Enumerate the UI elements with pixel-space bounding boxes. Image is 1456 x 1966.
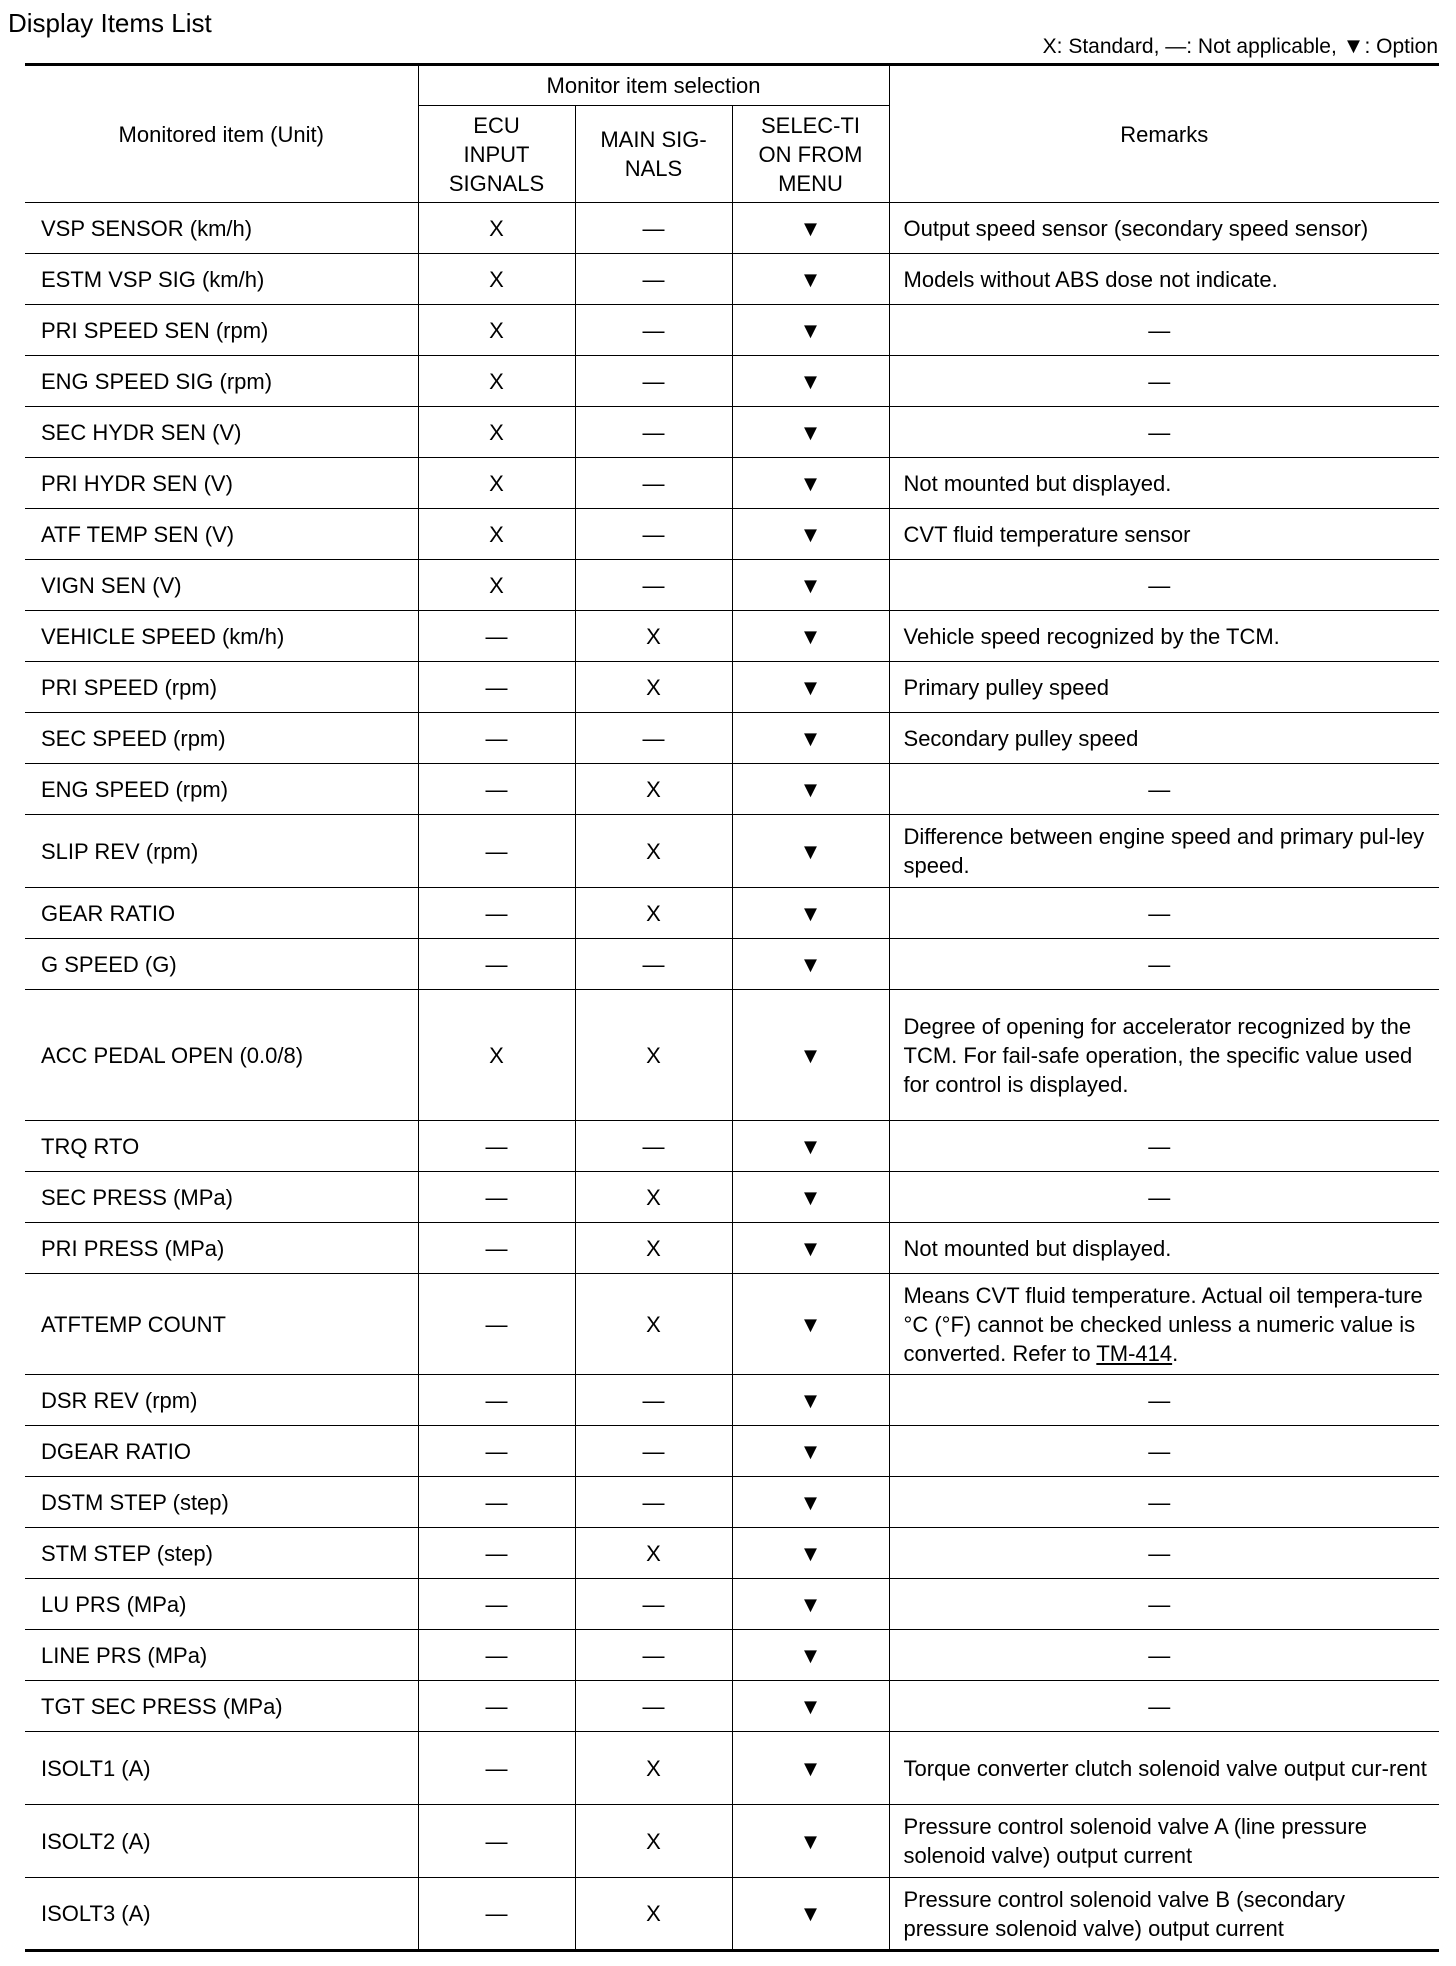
option-triangle-icon: ▼ — [732, 1172, 889, 1223]
option-triangle-icon: ▼ — [732, 1477, 889, 1528]
main-signals-cell: — — [575, 254, 732, 305]
header-selection-from-menu — [732, 106, 889, 203]
remarks-cell: — — [889, 1579, 1439, 1630]
remarks-cell: Vehicle speed recognized by the TCM. — [889, 611, 1439, 662]
table-row — [25, 1375, 1439, 1426]
option-triangle-icon: ▼ — [732, 1121, 889, 1172]
main-signals-cell: — — [575, 1630, 732, 1681]
remarks-cell: Not mounted but displayed. — [889, 1223, 1439, 1274]
option-triangle-icon: ▼ — [732, 1375, 889, 1426]
remarks-cell: Models without ABS dose not indicate. — [889, 254, 1439, 305]
ecu-input-cell: — — [418, 1426, 575, 1477]
option-triangle-icon: ▼ — [732, 254, 889, 305]
option-triangle-icon: ▼ — [732, 1805, 889, 1878]
table-row — [25, 815, 1439, 888]
table-row — [25, 1630, 1439, 1681]
monitored-item-cell: SEC SPEED (rpm) — [25, 713, 418, 764]
option-triangle-icon: ▼ — [732, 611, 889, 662]
option-triangle-icon: ▼ — [732, 1732, 889, 1805]
monitored-item-cell: ENG SPEED (rpm) — [25, 764, 418, 815]
table-row — [25, 1681, 1439, 1732]
header-remarks: Remarks — [889, 65, 1439, 203]
header-monitor-selection: Monitor item selection — [418, 65, 889, 106]
table-row — [25, 1274, 1439, 1375]
main-signals-cell: — — [575, 713, 732, 764]
header-menu-label: SELEC-TION FROM MENU — [758, 112, 863, 196]
remarks-cell: Output speed sensor (secondary speed sensor) — [889, 203, 1439, 254]
ecu-input-cell: — — [418, 662, 575, 713]
remarks-cell: — — [889, 1477, 1439, 1528]
ecu-input-cell: X — [418, 305, 575, 356]
ecu-input-cell: X — [418, 407, 575, 458]
ecu-input-cell: — — [418, 939, 575, 990]
monitored-item-cell: STM STEP (step) — [25, 1528, 418, 1579]
legend-not-applicable: —: Not applicable, — [1165, 35, 1343, 58]
option-triangle-icon: ▼ — [732, 1579, 889, 1630]
monitored-item-cell: ISOLT2 (A) — [25, 1805, 418, 1878]
header-main-label: MAIN SIG-NALS — [600, 127, 707, 181]
option-triangle-icon: ▼ — [732, 1630, 889, 1681]
monitored-item-cell: SLIP REV (rpm) — [25, 815, 418, 888]
ecu-input-cell: — — [418, 1477, 575, 1528]
table-row — [25, 990, 1439, 1121]
monitored-item-cell: GEAR RATIO — [25, 888, 418, 939]
main-signals-cell: X — [575, 888, 732, 939]
table-row — [25, 1528, 1439, 1579]
main-signals-cell: — — [575, 509, 732, 560]
main-signals-cell: — — [575, 1375, 732, 1426]
main-signals-cell: — — [575, 407, 732, 458]
remarks-cell: — — [889, 1375, 1439, 1426]
main-signals-cell: — — [575, 1121, 732, 1172]
ecu-input-cell: — — [418, 1172, 575, 1223]
table-row — [25, 1223, 1439, 1274]
option-triangle-icon: ▼ — [732, 888, 889, 939]
remarks-cell: Torque converter clutch solenoid valve output cur-rent — [889, 1732, 1439, 1805]
option-triangle-icon: ▼ — [732, 713, 889, 764]
table-row — [25, 407, 1439, 458]
monitored-item-cell: VEHICLE SPEED (km/h) — [25, 611, 418, 662]
table-row — [25, 1477, 1439, 1528]
remarks-cell: — — [889, 356, 1439, 407]
table-row — [25, 509, 1439, 560]
monitored-item-cell: PRI HYDR SEN (V) — [25, 458, 418, 509]
monitored-item-cell: LINE PRS (MPa) — [25, 1630, 418, 1681]
ecu-input-cell: X — [418, 356, 575, 407]
ecu-input-cell: — — [418, 764, 575, 815]
legend — [1043, 34, 1438, 59]
ecu-input-cell: — — [418, 1274, 575, 1375]
ecu-input-cell: — — [418, 1579, 575, 1630]
option-triangle-icon: ▼ — [732, 1223, 889, 1274]
ecu-input-cell: — — [418, 1681, 575, 1732]
remarks-cell: — — [889, 1630, 1439, 1681]
monitored-item-cell: DGEAR RATIO — [25, 1426, 418, 1477]
ecu-input-cell: — — [418, 1732, 575, 1805]
remarks-cell: Degree of opening for accelerator recognized by the TCM. For fail-safe operation, the specific value used for control is displayed. — [889, 990, 1439, 1121]
option-triangle-icon: ▼ — [732, 458, 889, 509]
table-row — [25, 764, 1439, 815]
main-signals-cell: X — [575, 1732, 732, 1805]
ecu-input-cell: — — [418, 713, 575, 764]
table-row — [25, 662, 1439, 713]
monitored-item-cell: ATFTEMP COUNT — [25, 1274, 418, 1375]
table-row — [25, 713, 1439, 764]
main-signals-cell: X — [575, 1172, 732, 1223]
main-signals-cell: X — [575, 611, 732, 662]
option-triangle-icon: ▼ — [732, 407, 889, 458]
remarks-cell: Pressure control solenoid valve B (secondary pressure solenoid valve) output current — [889, 1878, 1439, 1951]
table-row — [25, 1426, 1439, 1477]
remarks-cell: Not mounted but displayed. — [889, 458, 1439, 509]
display-items-table — [25, 63, 1439, 1952]
remarks-cell: — — [889, 764, 1439, 815]
monitored-item-cell: G SPEED (G) — [25, 939, 418, 990]
main-signals-cell: — — [575, 203, 732, 254]
option-triangle-icon: ▼ — [732, 764, 889, 815]
reference-link[interactable]: TM-414 — [1096, 1340, 1173, 1366]
table-row — [25, 356, 1439, 407]
remarks-tail: . — [1172, 1340, 1179, 1366]
main-signals-cell: — — [575, 458, 732, 509]
remarks-cell: Secondary pulley speed — [889, 713, 1439, 764]
option-triangle-icon: ▼ — [732, 1878, 889, 1951]
table-row — [25, 611, 1439, 662]
option-triangle-icon: ▼ — [732, 560, 889, 611]
option-triangle-icon: ▼ — [732, 990, 889, 1121]
option-triangle-icon: ▼ — [732, 305, 889, 356]
main-signals-cell: — — [575, 1681, 732, 1732]
monitored-item-cell: VSP SENSOR (km/h) — [25, 203, 418, 254]
header-ecu-label: ECU INPUT SIGNALS — [448, 112, 545, 196]
monitored-item-cell: SEC HYDR SEN (V) — [25, 407, 418, 458]
monitored-item-cell: LU PRS (MPa) — [25, 1579, 418, 1630]
ecu-input-cell: X — [418, 203, 575, 254]
ecu-input-cell: X — [418, 458, 575, 509]
option-triangle-icon: ▼ — [732, 939, 889, 990]
remarks-cell: — — [889, 1172, 1439, 1223]
table-row — [25, 254, 1439, 305]
remarks-cell — [889, 1274, 1439, 1375]
monitored-item-cell: SEC PRESS (MPa) — [25, 1172, 418, 1223]
ecu-input-cell: X — [418, 990, 575, 1121]
ecu-input-cell: X — [418, 509, 575, 560]
main-signals-cell: — — [575, 1579, 732, 1630]
table-row — [25, 1579, 1439, 1630]
table-row — [25, 1732, 1439, 1805]
remarks-text: Means CVT fluid temperature. Actual oil tempera-ture °C (°F) cannot be checked unless a numeric value is converted. Refer to — [903, 1282, 1423, 1366]
main-signals-cell: X — [575, 1805, 732, 1878]
table-row — [25, 888, 1439, 939]
monitored-item-cell: ESTM VSP SIG (km/h) — [25, 254, 418, 305]
option-triangle-icon: ▼ — [732, 1274, 889, 1375]
main-signals-cell: — — [575, 305, 732, 356]
ecu-input-cell: — — [418, 1121, 575, 1172]
monitored-item-cell: ISOLT3 (A) — [25, 1878, 418, 1951]
ecu-input-cell: — — [418, 1630, 575, 1681]
table-row — [25, 305, 1439, 356]
monitored-item-cell: TGT SEC PRESS (MPa) — [25, 1681, 418, 1732]
option-triangle-icon: ▼ — [732, 1528, 889, 1579]
monitored-item-cell: PRI PRESS (MPa) — [25, 1223, 418, 1274]
table-row — [25, 939, 1439, 990]
main-signals-cell: — — [575, 939, 732, 990]
main-signals-cell: — — [575, 560, 732, 611]
main-signals-cell: X — [575, 990, 732, 1121]
remarks-cell: — — [889, 1426, 1439, 1477]
legend-standard: X: Standard, — [1042, 35, 1166, 58]
option-triangle-icon: ▼ — [732, 815, 889, 888]
ecu-input-cell: X — [418, 254, 575, 305]
main-signals-cell: — — [575, 1426, 732, 1477]
table-row — [25, 1121, 1439, 1172]
monitored-item-cell: ACC PEDAL OPEN (0.0/8) — [25, 990, 418, 1121]
monitored-item-cell: ENG SPEED SIG (rpm) — [25, 356, 418, 407]
remarks-cell: Difference between engine speed and primary pul-ley speed. — [889, 815, 1439, 888]
monitored-item-cell: VIGN SEN (V) — [25, 560, 418, 611]
ecu-input-cell: — — [418, 1223, 575, 1274]
main-signals-cell: — — [575, 1477, 732, 1528]
header-monitored-item: Monitored item (Unit) — [25, 65, 418, 203]
monitored-item-cell: TRQ RTO — [25, 1121, 418, 1172]
ecu-input-cell: — — [418, 888, 575, 939]
monitored-item-cell: ATF TEMP SEN (V) — [25, 509, 418, 560]
remarks-cell: — — [889, 888, 1439, 939]
page-title: Display Items List — [8, 8, 212, 38]
table-row — [25, 1172, 1439, 1223]
remarks-cell: — — [889, 1121, 1439, 1172]
monitored-item-cell: ISOLT1 (A) — [25, 1732, 418, 1805]
legend-option: : Option — [1364, 35, 1438, 58]
remarks-cell: Pressure control solenoid valve A (line pressure solenoid valve) output current — [889, 1805, 1439, 1878]
table-row — [25, 1878, 1439, 1951]
table-row — [25, 458, 1439, 509]
table-row — [25, 1805, 1439, 1878]
option-triangle-icon: ▼ — [1342, 33, 1365, 58]
main-signals-cell: X — [575, 764, 732, 815]
main-signals-cell: X — [575, 1274, 732, 1375]
ecu-input-cell: X — [418, 560, 575, 611]
table-row — [25, 560, 1439, 611]
monitored-item-cell: DSR REV (rpm) — [25, 1375, 418, 1426]
ecu-input-cell: — — [418, 1878, 575, 1951]
header-ecu-input-signals — [418, 106, 575, 203]
option-triangle-icon: ▼ — [732, 509, 889, 560]
monitored-item-cell: PRI SPEED SEN (rpm) — [25, 305, 418, 356]
remarks-cell: Primary pulley speed — [889, 662, 1439, 713]
main-signals-cell: X — [575, 662, 732, 713]
remarks-cell: — — [889, 305, 1439, 356]
ecu-input-cell: — — [418, 1528, 575, 1579]
ecu-input-cell: — — [418, 815, 575, 888]
main-signals-cell: — — [575, 356, 732, 407]
ecu-input-cell: — — [418, 1805, 575, 1878]
option-triangle-icon: ▼ — [732, 1426, 889, 1477]
remarks-cell: — — [889, 939, 1439, 990]
monitored-item-cell: DSTM STEP (step) — [25, 1477, 418, 1528]
ecu-input-cell: — — [418, 1375, 575, 1426]
remarks-cell: — — [889, 1681, 1439, 1732]
main-signals-cell: X — [575, 815, 732, 888]
option-triangle-icon: ▼ — [732, 662, 889, 713]
remarks-cell: — — [889, 1528, 1439, 1579]
table-row — [25, 203, 1439, 254]
main-signals-cell: X — [575, 1878, 732, 1951]
remarks-cell: — — [889, 407, 1439, 458]
remarks-cell: CVT fluid temperature sensor — [889, 509, 1439, 560]
remarks-cell: — — [889, 560, 1439, 611]
option-triangle-icon: ▼ — [732, 356, 889, 407]
ecu-input-cell: — — [418, 611, 575, 662]
header-main-signals — [575, 106, 732, 203]
option-triangle-icon: ▼ — [732, 203, 889, 254]
monitored-item-cell: PRI SPEED (rpm) — [25, 662, 418, 713]
main-signals-cell: X — [575, 1528, 732, 1579]
main-signals-cell: X — [575, 1223, 732, 1274]
option-triangle-icon: ▼ — [732, 1681, 889, 1732]
